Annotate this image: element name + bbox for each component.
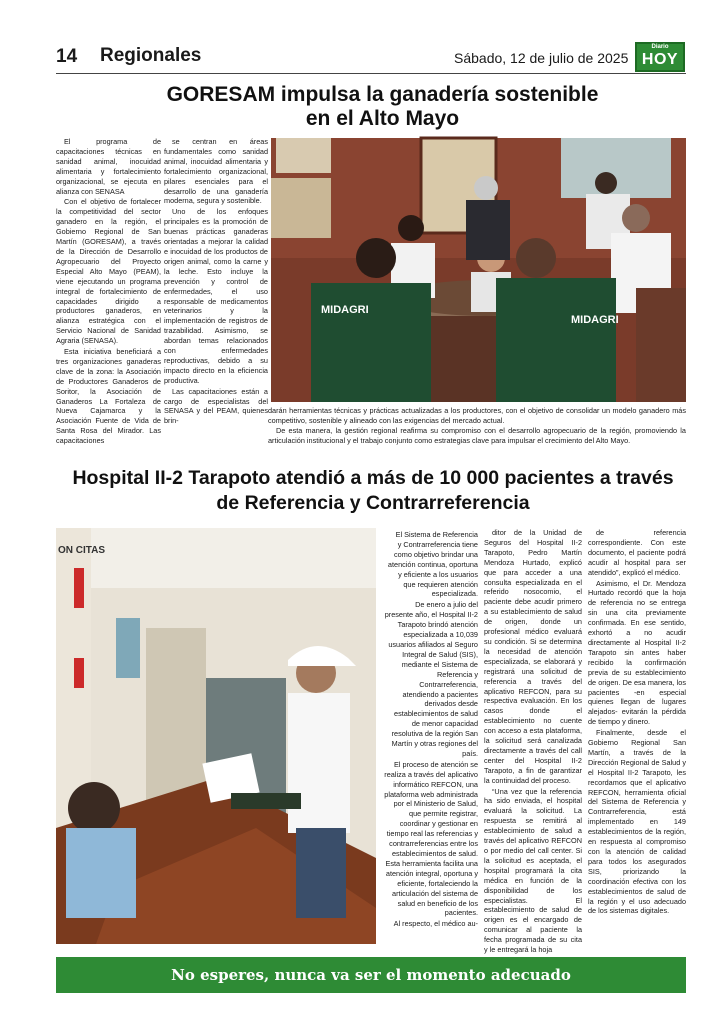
newspaper-logo (635, 42, 685, 72)
article2-paragraph: de referencia correspondiente. Con este documento, el paciente podrá acudir al hospital para ser atendido”, explicó el médico. (588, 528, 686, 577)
article2-paragraph: Al respecto, el médico au- (393, 919, 478, 929)
article2-paragraph: El Sistema de Referencia y Contrarreferencia tiene como objetivo brindar una atención continua, oportuna y eficiente a los usuarios que requieren atención especializada. (387, 530, 478, 599)
article2-paragraph: De enero a julio del presente año, el Hospital II-2 Tarapoto brindó atención especializada a 10,039 usuarios afiliados al Seguro Integral de Salud (SIS), mediante el Sistema de Referencia y Contrarreferencia, atendiendo a pacientes derivados desde establecimientos de salud de menor capacidad resolutiva de la región San Martín y otras regiones del país. (384, 600, 478, 758)
article2-paragraph: “Una vez que la referencia ha sido enviada, el hospital evaluará la solicitud. La respuesta se remitirá al establecimiento de salud a través del aplicativo REFCON o por medio del call center. Si la solicitud es aceptada, el hospital programará la cita médica en función de la disponibilidad de los especialistas. El establecimiento de salud de origen es el encargado de comunicar al paciente la fecha programada de su cita y le entregará la hoja (484, 786, 582, 955)
wall-sign-text: ON CITAS (58, 545, 106, 556)
article1-closing-paragraph: De esta manera, la gestión regional reafirma su compromiso con el desarrollo agropecuario de la región, promoviendo la articulación institucional y el trabajo conjunto como estrategias clave para impulsar el crecimiento del Alto Mayo. (268, 426, 686, 445)
article2-paragraph: Asimismo, el Dr. Mendoza Hurtado recordó que la hoja de referencia no se entrega sin una cita previamente confirmada. En ese sentido, exhortó a no acudir directamente al Hospital II-2 Tarapoto sin antes haber recibido la confirmación previa de su establecimiento de origen. De esa manera, los pacientes -en especial quienes llegan de lugares alejados- evitarán la pérdida de tiempo y dinero. (588, 578, 686, 727)
article1-paragraph: se centran en áreas fundamentales como sanidad animal, inocuidad alimentaria y fortalecimiento organizacional, pilares esenciales para el desarrollo de una ganadería moderna, segura y sostenible. (164, 137, 268, 206)
section-title: Regionales (100, 45, 202, 66)
masthead (56, 40, 686, 74)
article2-headline: Hospital II-2 Tarapoto atendió a más de 10 000 pacientes a través de Referencia y Contrarreferencia (72, 467, 674, 514)
vest-logo-right: MIDAGRI (571, 314, 619, 326)
article1-meeting-photo (271, 138, 686, 402)
article2-hospital-photo (56, 528, 376, 944)
article1-continuation: darán herramientas técnicas y prácticas actualizadas a los productores, con el objetivo de consolidar un modelo ganadero más competitivo, sostenible y alineado con las exigencias del mercado actual. (268, 406, 686, 425)
article2-paragraph: El proceso de atención se realiza a través del aplicativo informático REFCON, una plataforma web administrada por el Ministerio de Salud, que permite registrar, coordinar y gestionar en tiempo real las referencias y contrarreferencias entre los establecimientos de salud. Esta herramienta facilita una atención integral, oportuna y eficiente, fortaleciendo la articulación del sistema de salud en beneficio de los pacientes. (384, 759, 478, 918)
article1-paragraph: Con el objetivo de fortalecer la competitividad del sector ganadero en la región, el Gobierno Regional de San Martín (GORESAM), a través de la Dirección de Desarrollo Agropecuario del Proyecto Especial Alto Mayo (PEAM), viene ejecutando un programa integral de fortalecimiento de capacidades dirigido a productores ganaderos, en alianza estratégica con el Servicio Nacional de Sanidad Agraria (SENASA). (56, 197, 161, 346)
article1-paragraph: El programa de capacitaciones técnicas en sanidad animal, inocuidad alimentaria y fortalecimiento organizacional, se ejecuta en alianza con SENASA (56, 137, 161, 196)
article1-paragraph: Esta iniciativa beneficiará a tres organizaciones ganaderas clave de la zona: la Asociación de Productores Ganaderos de Soritor, la Asociación de Ganaderos La Fortaleza de Nueva Cajamarca y la Asociación Fuente de Vida de Santa Rosa del Mirador. Las capacitaciones (56, 347, 161, 446)
article1-headline: GORESAM impulsa la ganadería sostenible en el Alto Mayo (166, 83, 599, 130)
article1-column-2 (164, 137, 268, 426)
article1-paragraph: Las capacitaciones están a cargo de especialistas del SENASA y del PEAM, quienes brin- (164, 386, 268, 426)
header-divider (56, 73, 686, 74)
article2-column-1 (384, 530, 478, 945)
article2-paragraph: ditor de la Unidad de Seguros del Hospital II-2 Tarapoto, Pedro Martín Mendoza Hurtado, explicó que para acceder a una consulta especializada en el referido nosocomio, el paciente debe acudir primero a su establecimiento de salud de origen, donde un profesional médico evaluará su condición. Si se determina la necesidad de atención especializada, se elaborará y registrará una solicitud de referencia a través del aplicativo REFCON, para su respectiva evaluación. En los casos donde el establecimiento no cuente con acceso a esta plataforma, la solicitud será canalizada directamente a través del call center del Hospital II-2 Tarapoto, a fin de garantizar la continuidad del proceso. (484, 528, 582, 785)
motto-banner: No esperes, nunca va ser el momento adecuado (56, 957, 686, 993)
logo-small-text: Diario (651, 44, 669, 50)
article2-column-3 (588, 528, 686, 945)
publication-date: Sábado, 12 de julio de 2025 (454, 50, 629, 66)
article2-paragraph: Finalmente, desde el Gobierno Regional San Martín, a través de la Dirección Regional de Salud y el Hospital II-2 Tarapoto, les recordamos que el aplicativo REFCON, herramienta oficial del Sistema de Referencia y Contrarreferencia, está implementado en 149 establecimientos de la región, en respuesta al compromiso con la atención de calidad para todos los asegurados SIS, priorizando la coordinación efectiva con los establecimientos de salud de la región y el uso adecuado de los sistemas digitales. (588, 728, 686, 916)
article2-column-2 (484, 528, 582, 955)
article1-column-1 (56, 137, 161, 446)
vest-logo-left: MIDAGRI (321, 304, 369, 316)
article1-paragraph: Uno de los enfoques principales es la promoción de buenas prácticas ganaderas orientadas a mejorar la calidad e inocuidad de los productos de origen animal, como la carne y la leche. Esto incluye la prevención y control de enfermedades, el uso responsable de medicamentos veterinarios y la implementación de registros de trazabilidad. Asimismo, se abordan temas relacionados con enfermedades reproductivas, debido a su impacto directo en la eficiencia productiva. (164, 207, 268, 385)
page-number: 14 (56, 46, 78, 67)
logo-big-text: HOY (641, 51, 679, 68)
